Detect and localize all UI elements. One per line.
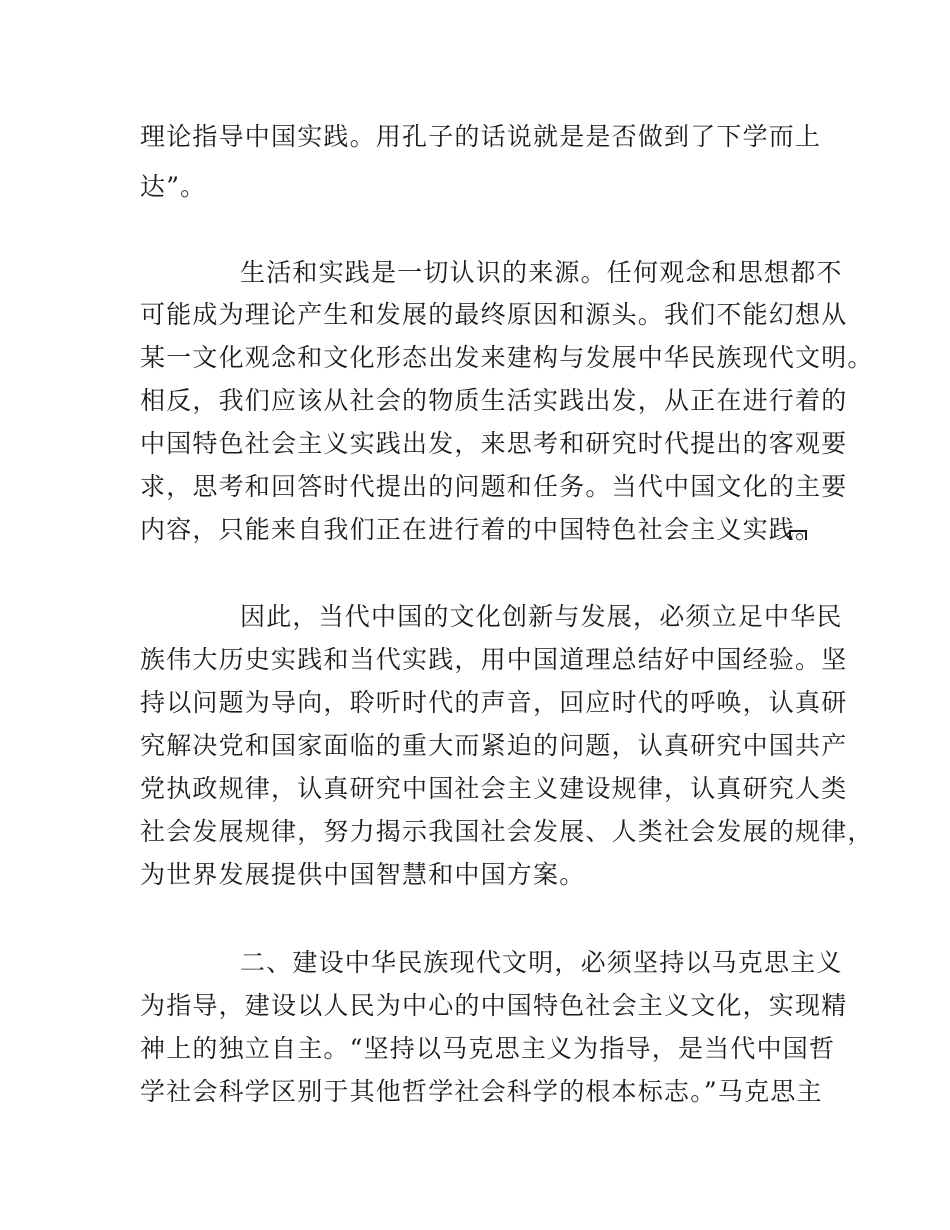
- text-line: 为世界发展提供中国智慧和中国方案。: [140, 860, 586, 889]
- paragraph-mark-icon: [789, 530, 807, 540]
- text-line: 因此，当代中国的文化创新与发展，必须立足中华民: [240, 602, 843, 631]
- text-line: 某一文化观念和文化形态出发来建构与发展中华民族现代文明。: [140, 343, 874, 372]
- text-line: 求，思考和回答时代提出的问题和任务。当代中国文化的主要: [140, 472, 848, 501]
- text-line: 党执政规律，认真研究中国社会主义建设规律，认真研究人类: [140, 774, 848, 803]
- text-line: 社会发展规律，努力揭示我国社会发展、人类社会发展的规律，: [140, 817, 874, 846]
- text-line: 持以问题为导向，聆听时代的声音，回应时代的呼唤，认真研: [140, 688, 848, 717]
- text-line: 学社会科学区别于其他哲学社会科学的根本标志。”马克思主: [140, 1077, 823, 1106]
- text-line: 为指导，建设以人民为中心的中国特色社会主义文化，实现精: [140, 991, 848, 1020]
- text-line: 神上的独立自主。“坚持以马克思主义为指导，是当代中国哲: [140, 1034, 836, 1063]
- text-line: 二、建设中华民族现代文明，必须坚持以马克思主义: [240, 948, 843, 977]
- text-line: 族伟大历史实践和当代实践，用中国道理总结好中国经验。坚: [140, 645, 848, 674]
- text-line: 生活和实践是一切认识的来源。任何观念和思想都不: [240, 258, 843, 287]
- text-line: 相反，我们应该从社会的物质生活实践出发，从正在进行着的: [140, 386, 848, 415]
- text-line: 理论指导中国实践。用孔子的话说就是是否做到了下学而上: [140, 122, 822, 151]
- text-line: 中国特色社会主义实践出发，来思考和研究时代提出的客观要: [140, 429, 848, 458]
- text-line: 究解决党和国家面临的重大而紧迫的问题，认真研究中国共产: [140, 731, 848, 760]
- text-line: 内容，只能来自我们正在进行着的中国特色社会主义实践。: [140, 515, 822, 544]
- text-line: 达”。: [140, 172, 207, 201]
- text-line: 可能成为理论产生和发展的最终原因和源头。我们不能幻想从: [140, 300, 848, 329]
